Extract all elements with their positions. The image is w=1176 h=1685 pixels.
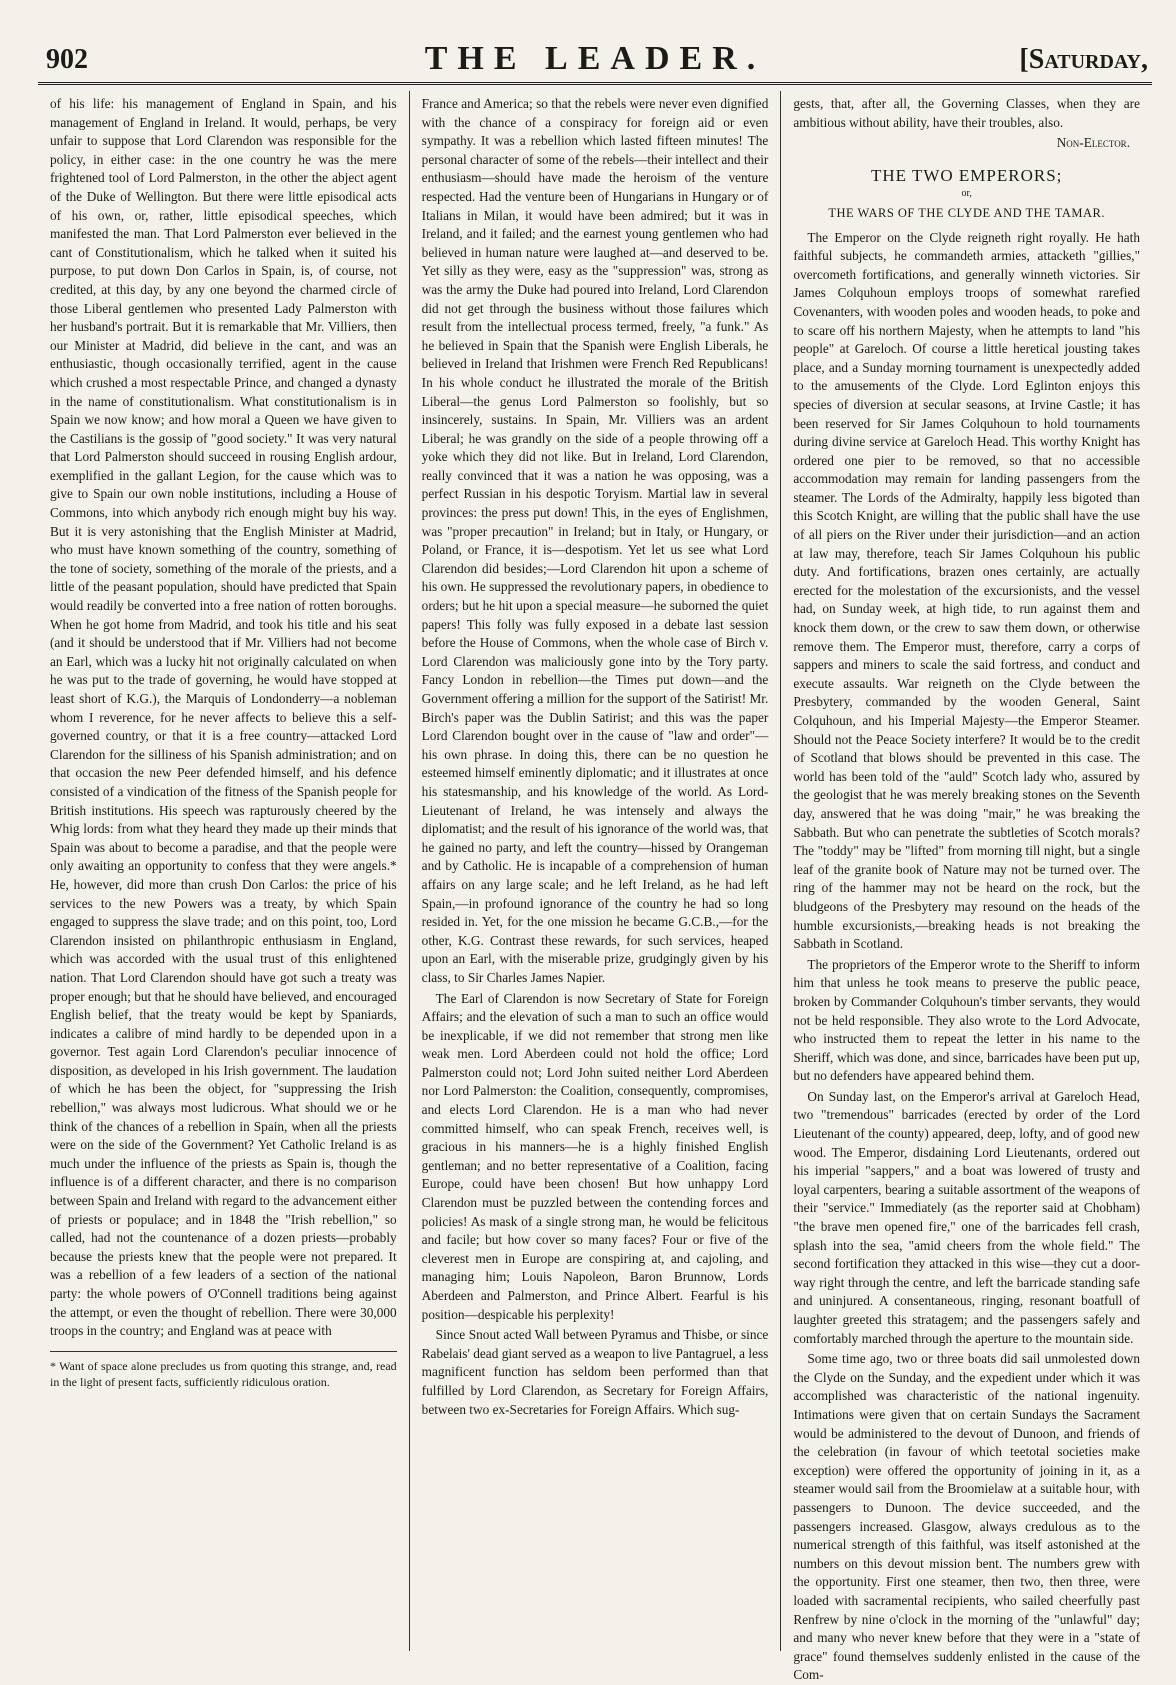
paragraph: Since Snout acted Wall between Pyramus and Thisbe, or since Rabelais' dead giant served as a weapon to live Pantagruel, a less magnificent function has seldom been performed than that fulfilled by Lord Clarendon, as Secretary for Foreign Affairs, between two ex-Secretaries for Foreign Affairs. Which sug- [421,1327,769,1417]
paragraph: The proprietors of the Emperor wrote to the Sheriff to inform him that unless he took means to preserve the public peace, broken by Commander Colquhoun's timber servants, they would not be held responsible. They also wrote to the Lord Advocate, who instructed them to repeat the letter in his name to the Sheriff, which was done, and since, barricades have been put up, but no defenders have appeared behind them. [793,956,1141,1084]
footnote: * Want of space alone precludes us from quoting this strange, and, read in the light of present facts, sufficiently ridiculous oration. [50,1351,397,1390]
article-title: THE TWO EMPERORS; [870,165,1063,185]
column-2 [409,91,781,1651]
paragraph: France and America; so that the rebels were never even dignified with the chance of a conspiracy for foreign aid or even sympathy. It was a rebellion which lasted fifteen minutes! The personal character of some of the rebels—their intellect and their enthusiasm—should have made the heroism of the venture respected. Had the venture been of Hungarians in Hungary or of Italians in Milan, it would have been admired; but it was in Ireland, and it failed; and the earnest young gentlemen who had believed in human nature were laughed at—and deserved to be. Yet silly as they were, easy as the "suppression" was, strong as was the army the Duke had poured into Ireland, Lord Clarendon did not get through the business without those failures which result from the intellectual process termed, freely, "a funk." As he believed in Spain that the Spanish were English Liberals, he believed in Ireland that Irishmen were French Red Republicans! In his whole conduct he illustrated the morale of the British Liberal—the genus Lord Palmerston so foolishly, but so insincerely, sustains. In Spain, Mr. Villiers was an ardent Liberal; he was grandly on the side of a people throwing off a yoke which they did not like. But in Ireland, Lord Clarendon, really convinced that it was a nation he was opposing, was a perfect Russian in his despotic Toryism. Martial law in several provinces: the press put down! This, in the eyes of Englishmen, was "proper precaution" in Ireland; but in Italy, or Hungary, or Poland, or France, it is—despotism. Yet let us see what Lord Clarendon did besides;—Lord Clarendon hit upon a scheme of his own. He suppressed the revolutionary papers, in obedience to orders; but he hit upon a special measure—he suborned the quiet papers! This folly was fully exposed in a debate last session before the House of Commons, when the whole case of Birch v. Lord Clarendon was maliciously gone into by the Tory party. Fancy London in rebellion—the Times put down—and the Government offering a million for the support of the Satirist! Mr. Birch's paper was the Dublin Satirist; and this was the paper Lord Clarendon bought over in the cause of "law and order"—his own phrase. In doing this, there can be no question he esteemed himself eminently diplomatic; and it illustrates at once his statesmanship, and his knowledge of the world. As Lord-Lieutenant of Ireland, he was intensely and always the diplomatist; and the result of his ignorance of the world was, that he gained no party, and left the country—hissed by Orangeman and by Catholic. He is incapable of a comprehension of human affairs on any large scale; and he left Ireland, as he had left Spain,—in profound ignorance of the country he had so long resided in. Yet, for the one mission he became G.C.B.,—for the other, K.G. Contrast these rewards, for such services, heaped upon an Earl, with the miserable prize, grudgingly given by his class, to Sir Charles James Napier. [421,96,769,985]
paragraph: On Sunday last, on the Emperor's arrival at Gareloch Head, two "tremendous" barricades (erected by order of the Lord Lieutenant of the county) appeared, deep, lofty, and of good new wood. The Emperor, disdaining Lord Lieutenants, ordered out his imperial "sappers," and a boat was lowered of trusty and loyal carpenters, bearing a suitable assortment of the weapons of their "service." Immediately (as the reporter said at Chobham) "the brave men opened fire," one of the barricades fell crash, splash into the sea, "amid cheers from the whole field." The second fortification they attacked in this wise—they cut a door-way right through the centre, and left the barricade standing safe and uninjured. A consentaneous, ringing, resonant boatfull of laughter greeted this stratagem; and the passengers safely and comfortably marched through the aperture to the mountain side. [793,1088,1141,1346]
paragraph: The Earl of Clarendon is now Secretary of State for Foreign Affairs; and the elevation of such a man to such an office would be inexplicable, if we did not remember that strong men like weak men. Lord Aberdeen could not hold the office; Lord Palmerston could not; Lord John suited neither Lord Aberdeen nor Lord Palmerston: the Coalition, consequently, compromises, and elects Lord Clarendon. He is a man who had never committed himself, who can speak French, receives well, is gracious in his manners—he is a highly finished English gentleman; and no better representative of a Coalition, facing Europe, could have been chosen! But how unhappy Lord Clarendon must be puzzled between the contending forces and policies! As mask of a single strong man, he would be felicitous and facile; but how cover so many faces? Four or five of the cleverest men in Europe are conspiring at, and cajoling, and managing him; Louis Napoleon, Baron Brunnow, Lords Aberdeen and Palmerston, and Prince Albert. Fearful is his position—despicable his perplexity! [421,990,769,1322]
paragraph: gests, that, after all, the Governing Classes, when they are ambitious without ability, have their troubles, also. [793,96,1141,130]
masthead [38,0,1152,85]
article-or: or, [961,188,972,200]
column-3 [780,91,1152,1683]
issue-day: [Saturday, [1019,44,1148,75]
text-columns [38,91,1152,1683]
article-subtitle: THE WARS OF THE CLYDE AND THE TAMAR. [828,205,1105,220]
page-number: 902 [46,44,88,75]
paragraph: of his life: his management of England in Spain, and his management of England in Ireland. It would, perhaps, be very unfair to suppose that Lord Clarendon was responsible for the policy, in either case: in the one country he was the mere frightened tool of Lord Palmerston, in the other the abject agent of the Duke of Wellington. But there were little episodical acts of his own, or, rather, little episodical speeches, which manifested the man. That Lord Palmerston ever believed in the cant of Constitutionalism, which he talked when it suited his purpose, to put down Don Carlos in Spain, is, of course, not credited, at this day, by any one beyond the charmed circle of those Liberal gentlemen who presented Lady Palmerston with her husband's portrait. But it is remarkable that Mr. Villiers, then our Minister at Madrid, did believe in the cant, and was an enthusiastic, though occasionally terrified, agent in the cause which crushed a most respectable Prince, and changed a dynasty in the name of constitutionalism. What constitutionalism is in Spain we now know; and how moral a Queen we have given to the Castilians is the gossip of "good society." It was very natural that Lord Palmerston should succeed in rousing English ardour, exemplified in the gallant Legion, for the cause which was to give to Spain our own noble institutions, including a House of Commons, into which anybody rich enough might buy his way. But it is very astonishing that the English Minister at Madrid, who must have known something of the country, something of the tone of society, something of the morale of the priests, and a little of the peasant population, should have predicted that Spain would readily be converted into a free nation of rotten boroughs. When he got home from Madrid, and took his title and his seat (and it should be understood that if Mr. Villiers had not become an Earl, which was a lucky hit not originally calculated on when he was put to the trade of governing, he would have stopped at least short of K.G.), the Marquis of Londonderry—a nobleman whom I reverence, for he never affects to believe this a self-governed country, or that it is a free country—attacked Lord Clarendon for the silliness of his Spanish administration; and on that occasion the new Peer defended himself, and his defence consisted of a vindication of the fitness of the Spanish people for British institutions. His speech was rapturously cheered by the Whig lords: from what they heard they made up their minds that Spain was about to become a paradise, and that the people were only awaiting an opportunity to confess that they were angels.* He, however, did more than crush Don Carlos: the price of his services to the new Powers was a treaty, by which Spain engaged to suppress the slave trade; and on this point, too, Lord Clarendon insisted on philanthropic enthusiasm in England, which was accorded with the usual trust of this enlightened nation. That Lord Clarendon should have got such a treaty was proper enough; but that he should have believed, and encouraged English belief, that the treaty would be kept by Spaniards, indicates a calibre of mind hardly to be depended upon in a governor. Test again Lord Clarendon's peculiar innocence of disposition, as developed in his Irish government. The laudation of which he has been the object, for "suppressing the Irish rebellion," was always most ludicrous. What should we or he think of the chances of a rebellion in Spain, when all the priests were on the side of the Government? Yet Catholic Ireland is as much under the influence of the priests as Spain is, though the influence is of a different character, and there is no comparison between Spain and Ireland with regard to the advancement either of priests or populace; and in 1848 the "Irish rebellion," so called, had not the countenance of a dozen priests—probably because the priests knew that the people were not prepared. It was a rebellion of a few leaders of a section of the national party: the whole powers of O'Connell traditions being against the attempt, or even the thought of rebellion. There were 30,000 troops in the country; and England was at peace with [50,96,397,1339]
paragraph: Some time ago, two or three boats did sail unmolested down the Clyde on the Sunday, and the expedient under which it was accomplished was characteristic of the national ingenuity. Intimations were given that on certain Sundays the Sacrament would be administered to the devout of Dunoon, and friends of the celebration (in favour of which teetotal societies make exception) were offered the opportunity of joining in it, as a steamer would sail from the Broomielaw at a suitable hour, with passengers to Dunoon. The device succeeded, and the passengers increased. Glasgow, always credulous as to the numerical strength of this faithful, was itself astonished at the numbers on this devout mission bent. The numbers grew with the opportunity. First one steamer, then two, then three, were loaded with sacramental recipients, who sailed cheerfully past Renfrew by nine o'clock in the morning of the "unlawful" day; and many who never knew before that they were in a "state of grace" found themselves suddenly enlisted in the cause of the Com- [793,1351,1141,1683]
signature: Non-Elector. [1056,135,1131,151]
newspaper-title: THE LEADER. [424,40,766,77]
paragraph: The Emperor on the Clyde reigneth right royally. He hath faithful subjects, he commandeth armies, attacketh "gillies," overcometh fortifications, and generally winneth victories. Sir James Colquhoun employs troops of somewhat rarefied Covenanters, with wooden poles and wooden heads, to poke and to scare off his northern Majesty, when he attempts to land "his people" at Gareloch. Of course a little heretical jousting takes place, and a Sunday morning tournament is unexpectedly added to the amusements of the Clyde. Lord Eglinton enjoys this species of diversion at secular seasons, at Irvine Castle; it has been reserved for Sir James Colquhoun to hold tournaments during divine service at Gareloch Head. This worthy Knight has ordered one pier to be removed, so that no accessible accommodation may remain for landing passengers from the steamer. The Lords of the Admiralty, happily less bigoted than this Scotch Knight, are willing that the public shall have the use of all piers on the River under their jurisdiction—and an action at law may, therefore, teach Sir James Colquhoun his public duty. And fortifications, brazen ones certainly, are actually erected for the molestation of the excursionists, and the vessel had, on Sunday week, at high tide, to run against them and knock them down, or the crew to saw them down, or otherwise remove them. The Emperor must, therefore, carry a corps of sappers and miners to scale the said fortress, and conduct and execute assaults. War reigneth on the Clyde between the Presbytery, commanded by the wooden General, Saint Colquhoun, and his Imperial Majesty—the Emperor Steamer. Should not the Peace Society interfere? It would be to the credit of Scotland that blows should be prevented in this case. The world has been told of the "auld" Scotch lady who, assured by the geologist that he was merely breaking stones on the Seventh day, answered that he was doing "mair," he was breaking the Sabbath. But who can penetrate the subtleties of Scotch morals? The "toddy" may be "lifted" from morning till night, but a single leaf of the granite book of Nature may not be turned over. The ring of the hammer may not be heard on the rock, but the bludgeons of the Presbytery may resound on the heads of the humble excursionists,—breaking heads is not breaking the Sabbath in Scotland. [793,229,1141,952]
column-1 [38,91,409,1651]
